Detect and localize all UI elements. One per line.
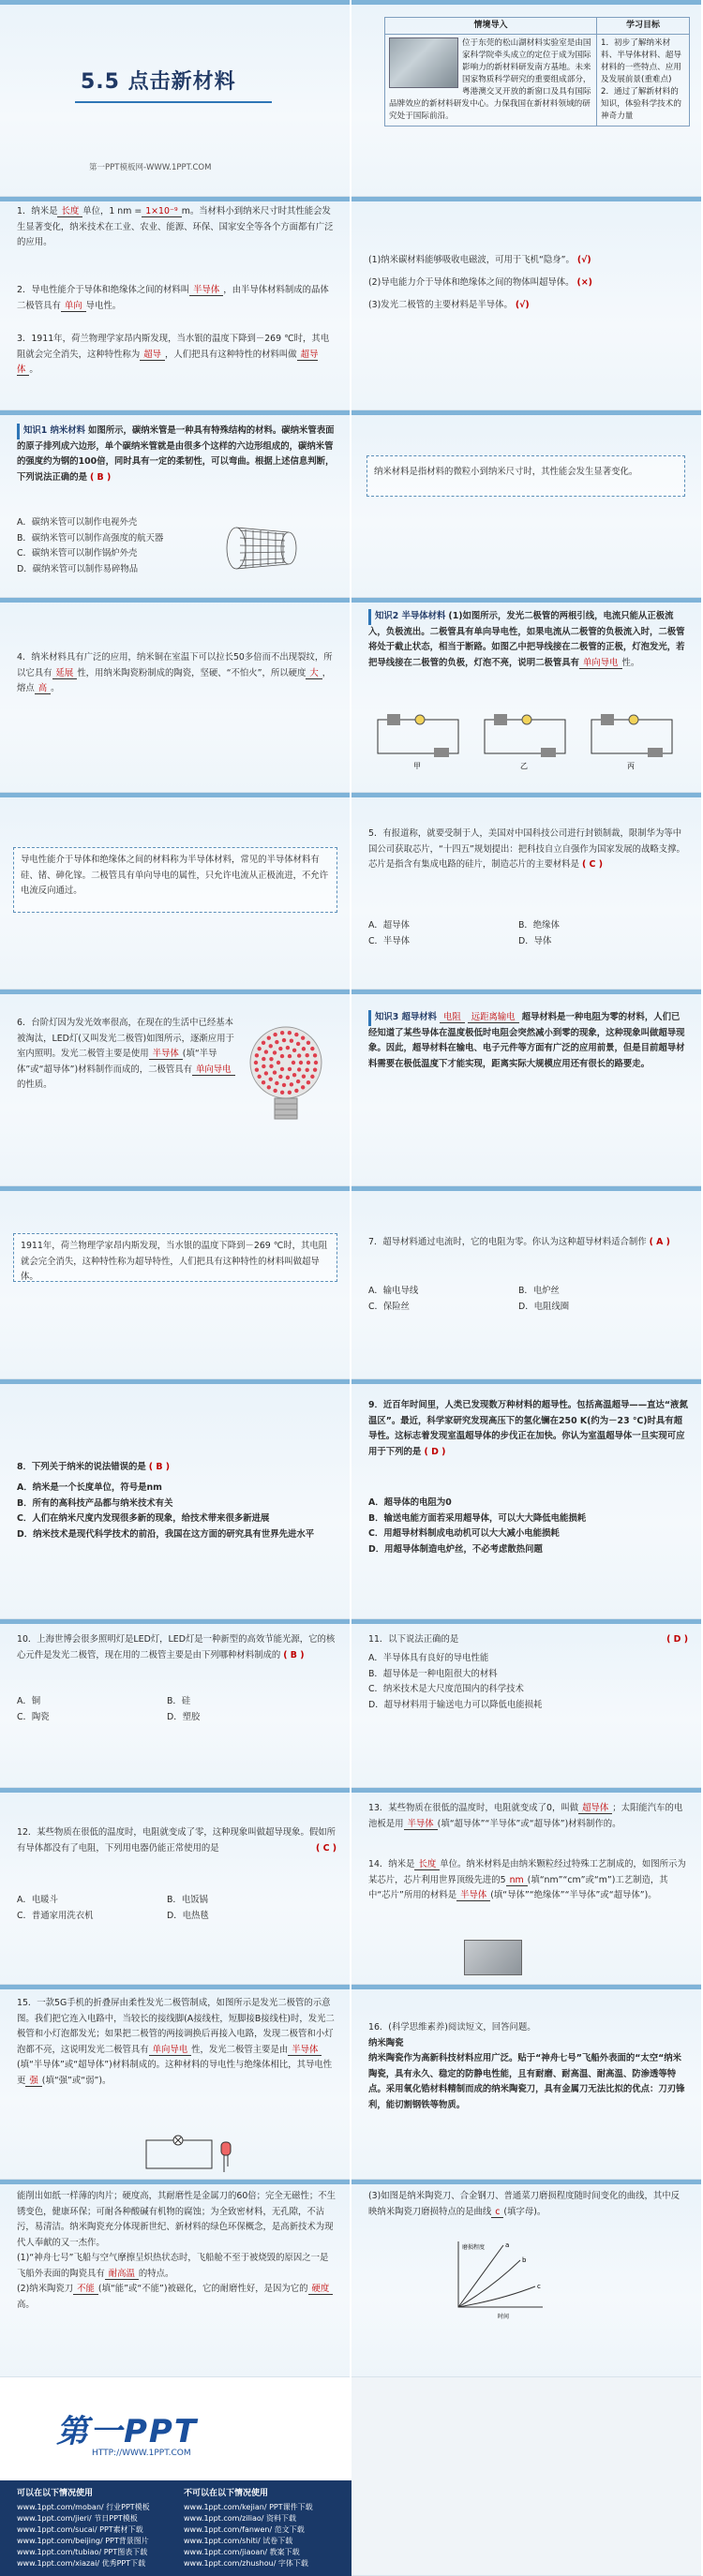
q10-text: 10．上海世博会很多照明灯是LED灯，LED灯是一种新型的高效节能光源，它的核心元件是发光二极管，现在用的二极管主要是由下列哪种材料制成的 ( B ): [17, 1634, 336, 1660]
led-dot: [273, 1050, 277, 1054]
semi-text: 知识2 半导体材料 (1)如图所示，发光二极管的两根引线，电流只能从正极流入，负极流出。二极管具有单向导电性，如果电流从二极管的负极流入时，二极管将处于截止状态，相当于断路。如图乙中把导线接在二极管的正极，灯泡发光，若把导线接在二极管的负极，灯泡不亮，说明二极管具有 单向导电 性。: [368, 611, 685, 668]
led-dot: [307, 1041, 310, 1045]
slide-q11: [352, 1619, 701, 1788]
led-dot: [299, 1061, 303, 1065]
slide-nano-note: [352, 410, 701, 598]
slide-q7: [352, 1186, 701, 1379]
curve-label-c: c: [537, 2283, 541, 2290]
led-dot: [269, 1057, 273, 1061]
slide-q5: [352, 793, 701, 990]
goals-header: 学习目标: [597, 18, 690, 35]
slide-q1-3: [0, 197, 350, 410]
nano-question: 知识1 纳米材料 如图所示，碳纳米管是一种具有特殊结构的材料。碳纳米管表面的原子排列成六边形，单个碳纳米管就是由很多个这样的六边形组成的，碳纳米管的强度约为钢的100倍，同时具有一定的柔韧性，可以弯曲。根据上述信息判断，下列说法正确的是 ( B ): [17, 425, 335, 483]
led-dot: [280, 1091, 284, 1094]
q10-options: A．铜 B．硅 C．陶瓷 D．塑胶: [17, 1696, 201, 1722]
goal-item: 2．通过了解新材料的知识，体验科学技术的神奇力量: [601, 87, 681, 121]
wear-curves-chart: [445, 2236, 548, 2320]
slide-semiconductor: [352, 598, 701, 793]
curve-label-b: b: [522, 2256, 527, 2264]
led-dot: [310, 1075, 314, 1079]
disallowed-uses: 不可以在以下情况使用 www.1ppt.com/kejian/ PPT课件下载 www.1ppt.com/ziliao/ 资料下载 www.1ppt.com/fanwen/ 范文下载 www.1ppt.com/shiti/ 试卷下载 www.1ppt.com/jiaoan/ 教案下载 www.1ppt.com/zhushou/ 字体下载: [184, 2489, 313, 2568]
usage-bar: [0, 2480, 352, 2576]
led-dot: [307, 1061, 310, 1065]
lab-photo: [389, 37, 458, 88]
led-dot: [269, 1077, 273, 1080]
q4-text: 4．纳米材料具有广泛的应用，纳米铜在室温下可以拉长50多倍而不出现裂纹，所以它具有 延展 性，用纳米陶瓷粉制成的陶瓷，坚硬、“不怕火”，所以硬度 大 ，熔点 高 。: [17, 652, 333, 693]
intro-table: [384, 17, 690, 127]
x-axis-label: 时间: [498, 2314, 510, 2320]
led-dot: [275, 1081, 278, 1085]
super-text: 知识3 超导材料 电阻 远距离输电 超导材料是一种电阻为零的材料，人们已经知道了某些导体在温度极低时电阻会突然减小到零的现象，这种现象叫做超导现象。因此，超导材料在输电、电子元件等方面有广泛的应用前景，但是目前超导材料需要在极低温度下才能实现，距离实际大规模应用还有很长的路要走。: [368, 1012, 685, 1069]
led-dot: [301, 1035, 305, 1039]
led-dot: [273, 1033, 277, 1036]
led-dot: [278, 1075, 282, 1079]
led-dot: [269, 1044, 273, 1048]
brand-url: HTTP://WWW.1PPT.COM: [92, 2449, 191, 2458]
carbon-nanotube-image: [223, 523, 298, 573]
q16-text: 16．(科学思维素养)阅读短文，回答问题。 纳米陶瓷 纳米陶瓷作为高新科技材料应用广泛。贴于“神舟七号”飞船外表面的“太空“纳米陶瓷，具有永久、稳定的防静电性能，且有耐磨、耐高温、耐高温、防渗透等特点。采用氧化锆材料精制而成的纳米陶瓷刀，具有金属刀无法比拟的优点：刀刃锋利，能切割钢铁等物质。: [368, 2022, 685, 2110]
intro-header: 情境导入: [385, 18, 597, 35]
led-dot: [282, 1083, 286, 1087]
q7-text: 7．超导材料通过电流时，它的电阻为零。你认为这种超导材料适合制作 ( A ): [368, 1237, 670, 1247]
circuit-label-c: 丙: [627, 762, 635, 770]
led-dot: [262, 1065, 265, 1068]
lesson-title: 5.5 点击新材料: [81, 70, 236, 94]
led-dot: [277, 1061, 280, 1065]
slide-semi-note: [0, 793, 350, 990]
q11-text: 11．以下说法正确的是 ( D ): [368, 1634, 688, 1645]
intro-cell: [385, 35, 597, 127]
q9-text: 9．近百年时间里，人类已发现数万种材料的超导性。包括高温超导——直达“液氮温区”。最近，科学家研究发现高压下的氢化镧在250 K(约为－23 ℃)时具有超导性。这标志着发现室温超导体的步伐正在加快。你认为室温超导体一旦实现可应用于下列的是 ( D ): [368, 1400, 688, 1457]
led-dot: [292, 1073, 296, 1077]
slide-judge: [352, 197, 701, 410]
q8-options: A．纳米是一个长度单位，符号是nm B．所有的高科技产品都与纳米技术有关 C．人们在纳米尺度内发现很多新的现象，给技术带来很多新进展 D．纳米技术是现代科学技术的前沿，我国在这方面的研究具有世界先进水平: [17, 1482, 315, 1540]
led-dot: [313, 1067, 317, 1071]
q3-text: 3．1911年，荷兰物理学家昂内斯发现，当水银的温度下降到－269 ℃时，其电阻就会完全消失，这种特性称为 超导 ，人们把具有这种特性的材料叫做 超导体 。: [17, 334, 330, 375]
led-dot: [280, 1031, 284, 1035]
led-dot: [288, 1091, 292, 1094]
q5-options: A．超导体 B．绝缘体 C．半导体 D．导体: [368, 920, 560, 946]
led-dot: [275, 1040, 278, 1044]
q15-text: 15．一款5G手机的折叠屏由柔性发光二极管制成，如图所示是发光二极管的示意图。我们把它连入电路中，当较长的接线脚(A接线柱，短脚接B接线柱)时，发光二极管和小灯泡都发光；如果把二极管的两接调换后再接入电路，发现二极管和小灯泡都不亮，这说明发光二极管具有 单向导电 性，发光二极管主要是由 半导体(填“半导体”或“超导体”)材料制成的。这种材料的导电性与绝缘体相比，其导电性更 强 (填“强”或“弱”)。: [17, 1998, 335, 2086]
led-dot: [262, 1080, 265, 1084]
slide-q6: [0, 990, 350, 1186]
led-dot: [301, 1085, 305, 1089]
led-dot: [297, 1067, 301, 1071]
led-dot: [296, 1042, 300, 1046]
led-dot: [262, 1041, 265, 1045]
judge-1: (1)纳米碳材料能够吸收电磁波，可用于飞机“隐身”。 (√): [368, 255, 591, 265]
goals-cell: [597, 35, 690, 127]
led-dot: [296, 1080, 300, 1083]
led-bulb-image: [239, 1023, 333, 1126]
goal-item: 1．初步了解纳米材料、半导体材料、超导材料的一些特点、应用及发展前景(重难点): [601, 38, 681, 84]
q14-text: 14．纳米是 长度 单位。纳米材料是由纳米颗粒经过特殊工艺制成的，如图所示为某芯片，芯片利用世界顶级先进的5 nm (填“nm”“cm”或“m”)工艺制造，其中“芯片”所用的材料是 半导体 (填“导体”“绝缘体”“半导体”或“超导体”)。: [368, 1859, 686, 1900]
circuit-label-a: 甲: [413, 762, 421, 770]
slide-q10: [0, 1619, 350, 1788]
slide-title: [0, 0, 350, 197]
slide-q16-chart: [352, 2180, 701, 2377]
slide-q12: [0, 1788, 350, 1985]
led-dot: [302, 1075, 306, 1079]
q5-text: 5．有报道称，就要受制于人，美国对中国科技公司进行封锁制裁，限制华为等中国公司获取芯片，“十四五”规划提出：把科技自立自强作为国家发展的战略支撑。芯片是指含有集成电路的硅片，制造芯片的主要材料是 ( C ): [368, 828, 685, 870]
curve-label-a: a: [505, 2241, 510, 2249]
led-dot: [302, 1047, 306, 1050]
q7-options: A．输电导线 B．电炉丝 C．保险丝 D．电阻线圈: [368, 1286, 570, 1312]
slide-q16-cont: [0, 2180, 350, 2377]
led-dot: [297, 1053, 301, 1057]
led-dot: [292, 1049, 296, 1052]
q16-cont-text: 能削出如纸一样薄的肉片；硬度高，其耐磨性是金属刀的60倍；完全无磁性；不生锈变色，健康环保；可耐各种酸碱有机物的腐蚀；为全致密材料，无孔隙，不沾污，易清洁。纳米陶瓷充分体现新世纪、新材料的绿色环保概念，是高新技术为现代人奉献的又一杰作。 (1)“神舟七号”飞船与空气摩擦呈炽热状态时，飞船舱不至于被烧毁的原因之一是飞船外表面的陶瓷具有 耐高温 的特点。 (2)纳米陶瓷刀 不能 (填“能”或“不能”)被磁化，它的耐磨性好，是因为它的 硬度高。: [17, 2191, 337, 2310]
led-dot: [267, 1085, 271, 1089]
led-dot: [292, 1061, 295, 1065]
led-dot: [264, 1050, 268, 1053]
slide-super-note: [0, 1186, 350, 1379]
q13-text: 13．某些物质在很低的温度时，电阻就变成了0，叫做 超导体 ；太阳能汽车的电池板是用 半导体 (填“超导体”“半导体”或“超导体”)材料制作的。: [368, 1803, 683, 1829]
led-dot: [288, 1031, 292, 1035]
q1-text: 1．纳米是 长度 单位，1 nm = 1×10⁻⁹ m。当材料小到纳米尺寸时其性能会发生显著变化，纳米技术在工业、农业、能源、环保、国家安全等各个方面都有广泛的应用。: [17, 206, 334, 247]
q6-text: 6．台阶灯因为发光效率很高，在现在的生活中已经基本被淘汰，LED灯(又叫发光二极管)如图所示，逐渐应用于室内照明。发光二极管主要是使用 半导体 (填“半导体”或“超导体”)材料制作而成的，二极管具有 单向导电的性质。: [17, 1018, 234, 1090]
y-axis-label: 磨损程度: [462, 2244, 486, 2251]
q12-text: 12．某些物质在很低的温度时，电阻就变成了零，这种现象叫做超导现象。假如所有导体都没有了电阻，下列用电器仍能正常使用的是 ( C ): [17, 1827, 337, 1854]
led-dot: [280, 1067, 284, 1071]
q2-text: 2．导电性能介于导体和绝缘体之间的材料叫 半导体 ，由半导体材料制成的晶体二极管具有 单向 导电性。: [17, 285, 329, 311]
slide-q8: [0, 1379, 350, 1619]
nano-note: 纳米材料是指材料的微粒小到纳米尺寸时，其性能会发生显著变化。: [374, 467, 638, 477]
lesson-subtitle: 第一PPT模板网-WWW.1PPT.COM: [89, 163, 212, 172]
led-dot: [305, 1053, 308, 1057]
slide-q15: [0, 1985, 350, 2180]
q8-text: 8．下列关于纳米的说法错误的是 ( B ): [17, 1462, 171, 1472]
led-dot: [294, 1033, 298, 1036]
led-dot: [267, 1035, 271, 1039]
led-dot: [286, 1076, 290, 1080]
diode-circuits-image: [368, 707, 687, 772]
led-dot: [280, 1054, 284, 1058]
led-dot: [288, 1067, 292, 1071]
slide-superconductor: [352, 990, 701, 1186]
led-dot: [290, 1039, 293, 1043]
led-dot: [269, 1065, 273, 1068]
q9-options: A．超导体的电阻为0 B．输送电能方面若采用超导体，可以大大降低电能损耗 C．用超导材料制成电动机可以大大减小电能损耗 D．用超导体制造电炉丝，不必考虑散热问题: [368, 1497, 587, 1555]
slide-q13-14: [352, 1788, 701, 1985]
chip-image: [464, 1940, 522, 1975]
led-dot: [294, 1089, 298, 1093]
semi-note: 导电性能介于导体和绝缘体之间的材料称为半导体材料，常见的半导体材料有硅、锗、砷化镓。二极管具有单向导电的属性，只允许电流从正极流进，不允许电流反向通过。: [21, 855, 329, 896]
slide-q9: [352, 1379, 701, 1619]
led-dot: [264, 1071, 268, 1075]
diode-circuit-image: [141, 2135, 244, 2176]
led-dot: [257, 1047, 261, 1050]
led-dot: [313, 1053, 317, 1057]
nano-options: A．碳纳米管可以制作电视外壳 B．碳纳米管可以制作高强度的航天器 C．碳纳米管可以制作锅炉外壳 D．碳纳米管可以制作易碎物品: [17, 517, 164, 574]
slide-q4: [0, 598, 350, 793]
q12-options: A．电暖斗 B．电饭锅 C．普通家用洗衣机 D．电热毯: [17, 1895, 209, 1921]
brand-logo: 第一PPT: [56, 2413, 199, 2450]
led-dot: [257, 1075, 261, 1079]
led-dot: [305, 1068, 308, 1072]
judge-2: (2)导电能力介于导体和绝缘体之间的物体叫超导体。 (×): [368, 277, 592, 288]
led-dot: [290, 1082, 293, 1086]
q16-part3: (3)如图是纳米陶瓷刀、合金钢刀、普通菜刀磨损程度随时间变化的曲线，其中反映纳米陶瓷刀磨损特点的是曲线 c (填字母)。: [368, 2191, 681, 2217]
led-dot: [286, 1046, 290, 1050]
super-note: 1911年，荷兰物理学家昂内斯发现，当水银的温度下降到－269 ℃时，其电阻就会完全消失，这种特性称为超导特性，人们把具有这种特性的材料叫做超导体。: [21, 1241, 328, 1282]
led-dot: [255, 1067, 259, 1071]
led-dot: [310, 1047, 314, 1050]
slide-q16: [352, 1985, 701, 2180]
led-dot: [262, 1057, 265, 1061]
slide-nano: [0, 410, 350, 598]
circuit-label-b: 乙: [520, 762, 528, 770]
led-dot: [282, 1038, 286, 1042]
led-dot: [278, 1047, 282, 1050]
led-dot: [255, 1053, 259, 1057]
slide-blank: [352, 2377, 701, 2576]
led-dot: [273, 1070, 277, 1074]
led-dot: [273, 1089, 277, 1093]
led-dot: [254, 1061, 258, 1065]
judge-3: (3)发光二极管的主要材料是半导体。 (√): [368, 300, 530, 310]
led-dot: [288, 1054, 292, 1058]
led-dot: [307, 1080, 310, 1084]
q11-options: A．半导体具有良好的导电性能 B．超导体是一种电阻很大的材料 C．纳米技术是大尺度范围内的科学技术 D．超导材料用于输送电力可以降低电能损耗: [368, 1653, 543, 1710]
brand-footer: [0, 2377, 352, 2576]
led-dot: [314, 1061, 318, 1065]
intro-text: 位于东莞的松山湖材料实验室是由国家科学院牵头成立的定位于成为国际影响力的新材料研发南方基地。未来国家物质科学研究的重要组成部分，粤港澳交叉开放的新窗口及具有国际品牌效应的新材料研发中心。力保我国在新材料领域的研究处于国际前沿。: [389, 38, 591, 121]
allowed-uses: 可以在以下情况使用 www.1ppt.com/moban/ 行业PPT模板 www.1ppt.com/jieri/ 节日PPT模板 www.1ppt.com/sucai/ PPT素材下载 www.1ppt.com/beijing/ PPT背景图片 www.1ppt.com/tubiao/ PPT图表下载 www.1ppt.com/xiazai/ 优秀PPT下载: [17, 2489, 150, 2568]
